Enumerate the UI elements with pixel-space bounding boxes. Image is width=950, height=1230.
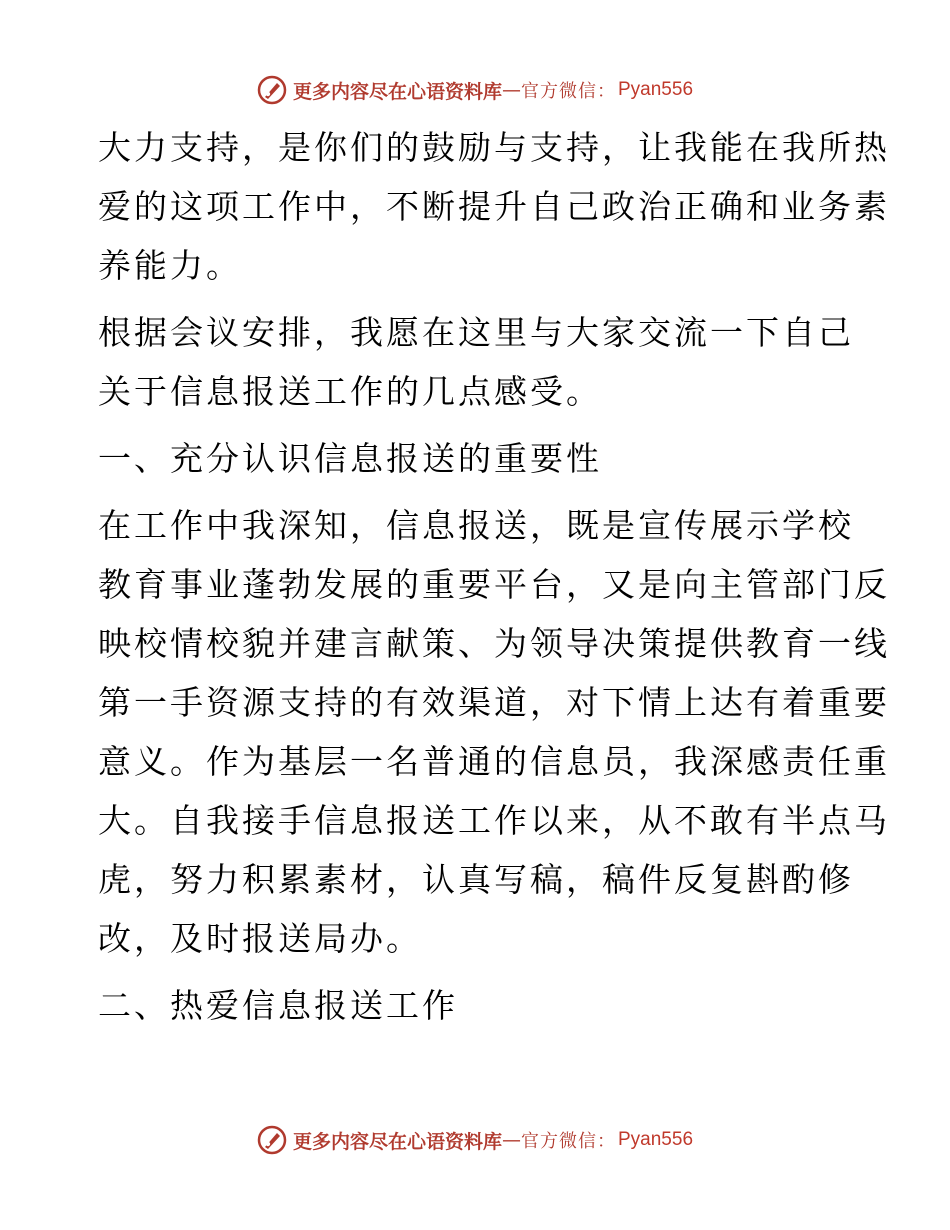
- footer-watermark-banner: [0, 1120, 950, 1160]
- document-body: [98, 118, 890, 1043]
- text-line: 映校情校貌并建言献策、为领导决策提供教育一线: [98, 624, 890, 663]
- section-heading-1: [98, 429, 858, 488]
- text-line: 养能力。: [98, 246, 242, 285]
- watermark-main-text: 更多内容尽在心语资料库: [292, 1130, 502, 1153]
- text-line: 虎，努力积累素材，认真写稿，稿件反复斟酌修: [98, 860, 854, 899]
- text-line: 意义。作为基层一名普通的信息员，我深感责任重: [98, 742, 890, 781]
- heading-line: 二、热爱信息报送工作: [98, 986, 458, 1025]
- paragraph-2: [98, 303, 858, 421]
- text-line: 根据会议安排，我愿在这里与大家交流一下自己: [98, 313, 854, 352]
- pen-logo-icon: [257, 1125, 287, 1155]
- watermark-dash: —: [502, 79, 521, 101]
- watermark-sub-text: 官方微信：: [521, 1131, 616, 1152]
- text-line: 在工作中我深知，信息报送，既是宣传展示学校: [98, 506, 854, 545]
- pen-logo-icon: [257, 75, 287, 105]
- text-line: 爱的这项工作中，不断提升自己政治正确和业务素: [98, 187, 890, 226]
- paragraph-1: [98, 118, 890, 295]
- text-line: 教育事业蓬勃发展的重要平台，又是向主管部门反: [98, 565, 890, 604]
- paragraph-3: [98, 496, 890, 968]
- text-line: 改，及时报送局办。: [98, 919, 422, 958]
- text-line: 第一手资源支持的有效渠道，对下情上达有着重要: [98, 683, 890, 722]
- header-watermark-banner: [0, 70, 950, 110]
- text-line: 大力支持，是你们的鼓励与支持，让我能在我所热: [98, 128, 890, 167]
- section-heading-2: [98, 976, 858, 1035]
- watermark-wechat-id: Pyan556: [618, 1129, 694, 1150]
- heading-line: 一、充分认识信息报送的重要性: [98, 439, 602, 478]
- watermark-dash: —: [502, 1129, 521, 1151]
- text-line: 大。自我接手信息报送工作以来，从不敢有半点马: [98, 801, 890, 840]
- watermark-main-text: 更多内容尽在心语资料库: [292, 80, 502, 103]
- watermark-sub-text: 官方微信：: [521, 81, 616, 102]
- text-line: 关于信息报送工作的几点感受。: [98, 372, 602, 411]
- watermark-wechat-id: Pyan556: [618, 79, 694, 100]
